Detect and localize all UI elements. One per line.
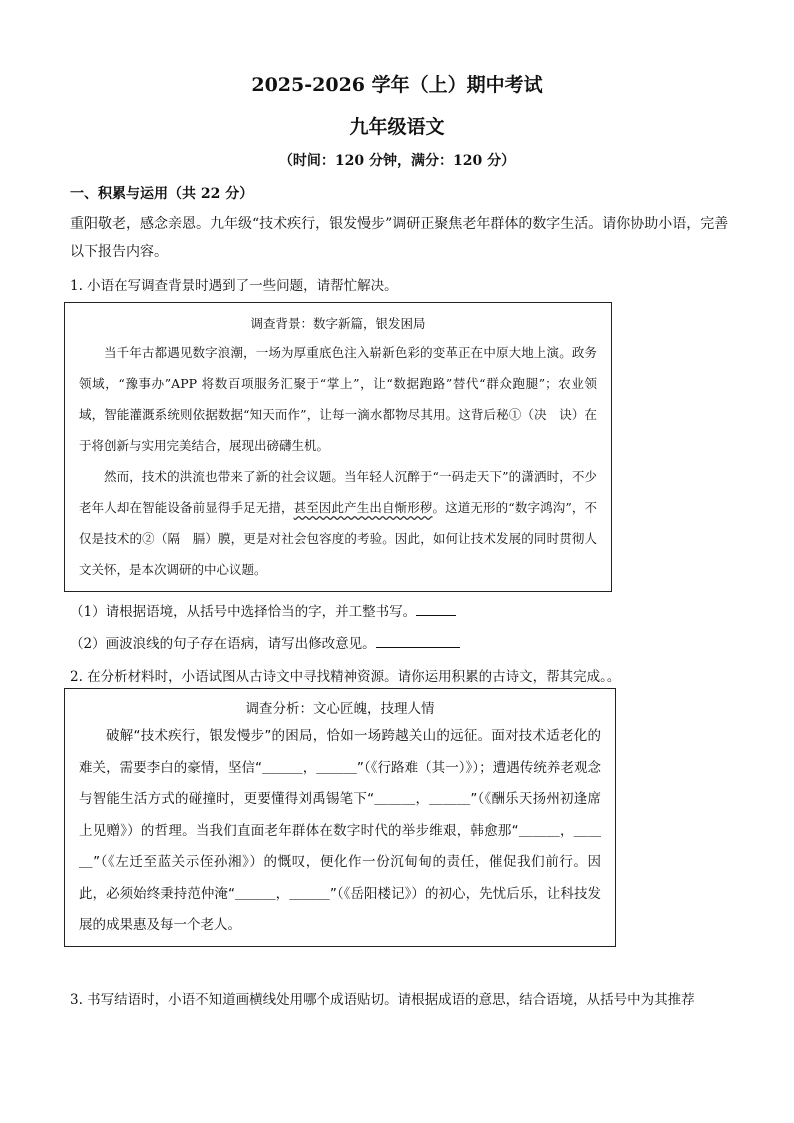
material-paragraph	[79, 461, 597, 585]
question-3-stem: 3. 书写结语时，小语不知道画横线处用哪个成语贴切。请根据成语的意思，结合语境，从括号中为其推荐	[70, 992, 695, 1008]
sub-question-text: （2）画波浪线的句子存在语病，请写出修改意见。	[70, 636, 376, 652]
answer-blank[interactable]	[376, 633, 460, 648]
answer-blank[interactable]	[416, 601, 456, 616]
wavy-underlined-sentence: 甚至因此产生出自惭形秽	[293, 500, 433, 515]
material-text: 。这道无形的“数字鸿沟”，不仅是技术的②（隔 膈）膜，更是对社会包容度的考验。因此，如何让技术发展的同时贯彻人文关怀，是本次调研的中心议题。	[79, 500, 597, 577]
subject-title: 九年级语文	[349, 116, 445, 138]
material-text: 然而，技术的洪流也带来了新的社会议题。当年轻人沉醉于“一码走天下”的潇洒时，不少老年人却在智能设备前显得手足无措，	[79, 469, 597, 515]
material-box-analysis	[64, 688, 616, 947]
sub-question-text: （1）请根据语境，从括号中选择恰当的字，并工整书写。	[70, 604, 417, 620]
question-1-sub1	[70, 600, 456, 620]
question-1-stem: 1. 小语在写调查背景时遇到了一些问题，请帮忙解决。	[70, 278, 398, 294]
question-2-stem: 2. 在分析材料时，小语试图从古诗文中寻找精神资源。请你运用积累的古诗文，帮其完成。。	[70, 669, 621, 685]
material-paragraph: 破解“技术疾行，银发慢步”的困局，恰如一场跨越关山的远征。面对技术适老化的难关，需要李白的豪情，坚信“＿＿＿，＿＿＿”（《行路难（其一）》）；遭遇传统养老观念与智能生活方式的碰撞时，更要懂得刘禹锡笔下“＿＿＿，＿＿＿”（《酬乐天扬州初逢席上见赠》）的哲理。当我们直面老年群体在数字时代的举步维艰，韩愈那“＿＿＿，＿＿＿”（《左迁至蓝关示侄孙湘》）的慨叹，便化作一份沉甸甸的责任，催促我们前行。因此，必须始终秉持范仲淹“＿＿＿，＿＿＿”（《岳阳楼记》）的初心，先忧后乐，让科技发展的成果惠及每一个老人。	[79, 728, 601, 933]
question-1-sub2	[70, 632, 460, 652]
material-box-background	[64, 302, 612, 592]
material-heading: 调查分析：文心匠魄，技理人情	[245, 701, 435, 717]
material-heading: 调查背景：数字新篇，银发困局	[250, 316, 426, 331]
exam-info: （时间：120 分钟，满分：120 分）	[278, 153, 516, 169]
section-intro: 重阳敬老，感念亲恩。九年级“技术疾行，银发慢步”调研正聚焦老年群体的数字生活。请你协助小语，完善以下报告内容。	[70, 216, 729, 260]
exam-title: 2025-2026 学年（上）期中考试	[251, 74, 543, 96]
section-heading: 一、积累与运用（共 22 分）	[70, 186, 254, 202]
material-paragraph: 当千年古都遇见数字浪潮，一场为厚重底色注入崭新色彩的变革正在中原大地上演。政务领域，“豫事办”APP 将数百项服务汇聚于“掌上”，让“数据跑路”替代“群众跑腿”；农业领域，智能灌溉系统则依据数据“知天而作”，让每一滴水都物尽其用。这背后秘①（决 诀）在于将创新与实用完美结合，展现出磅礴生机。	[79, 345, 597, 453]
